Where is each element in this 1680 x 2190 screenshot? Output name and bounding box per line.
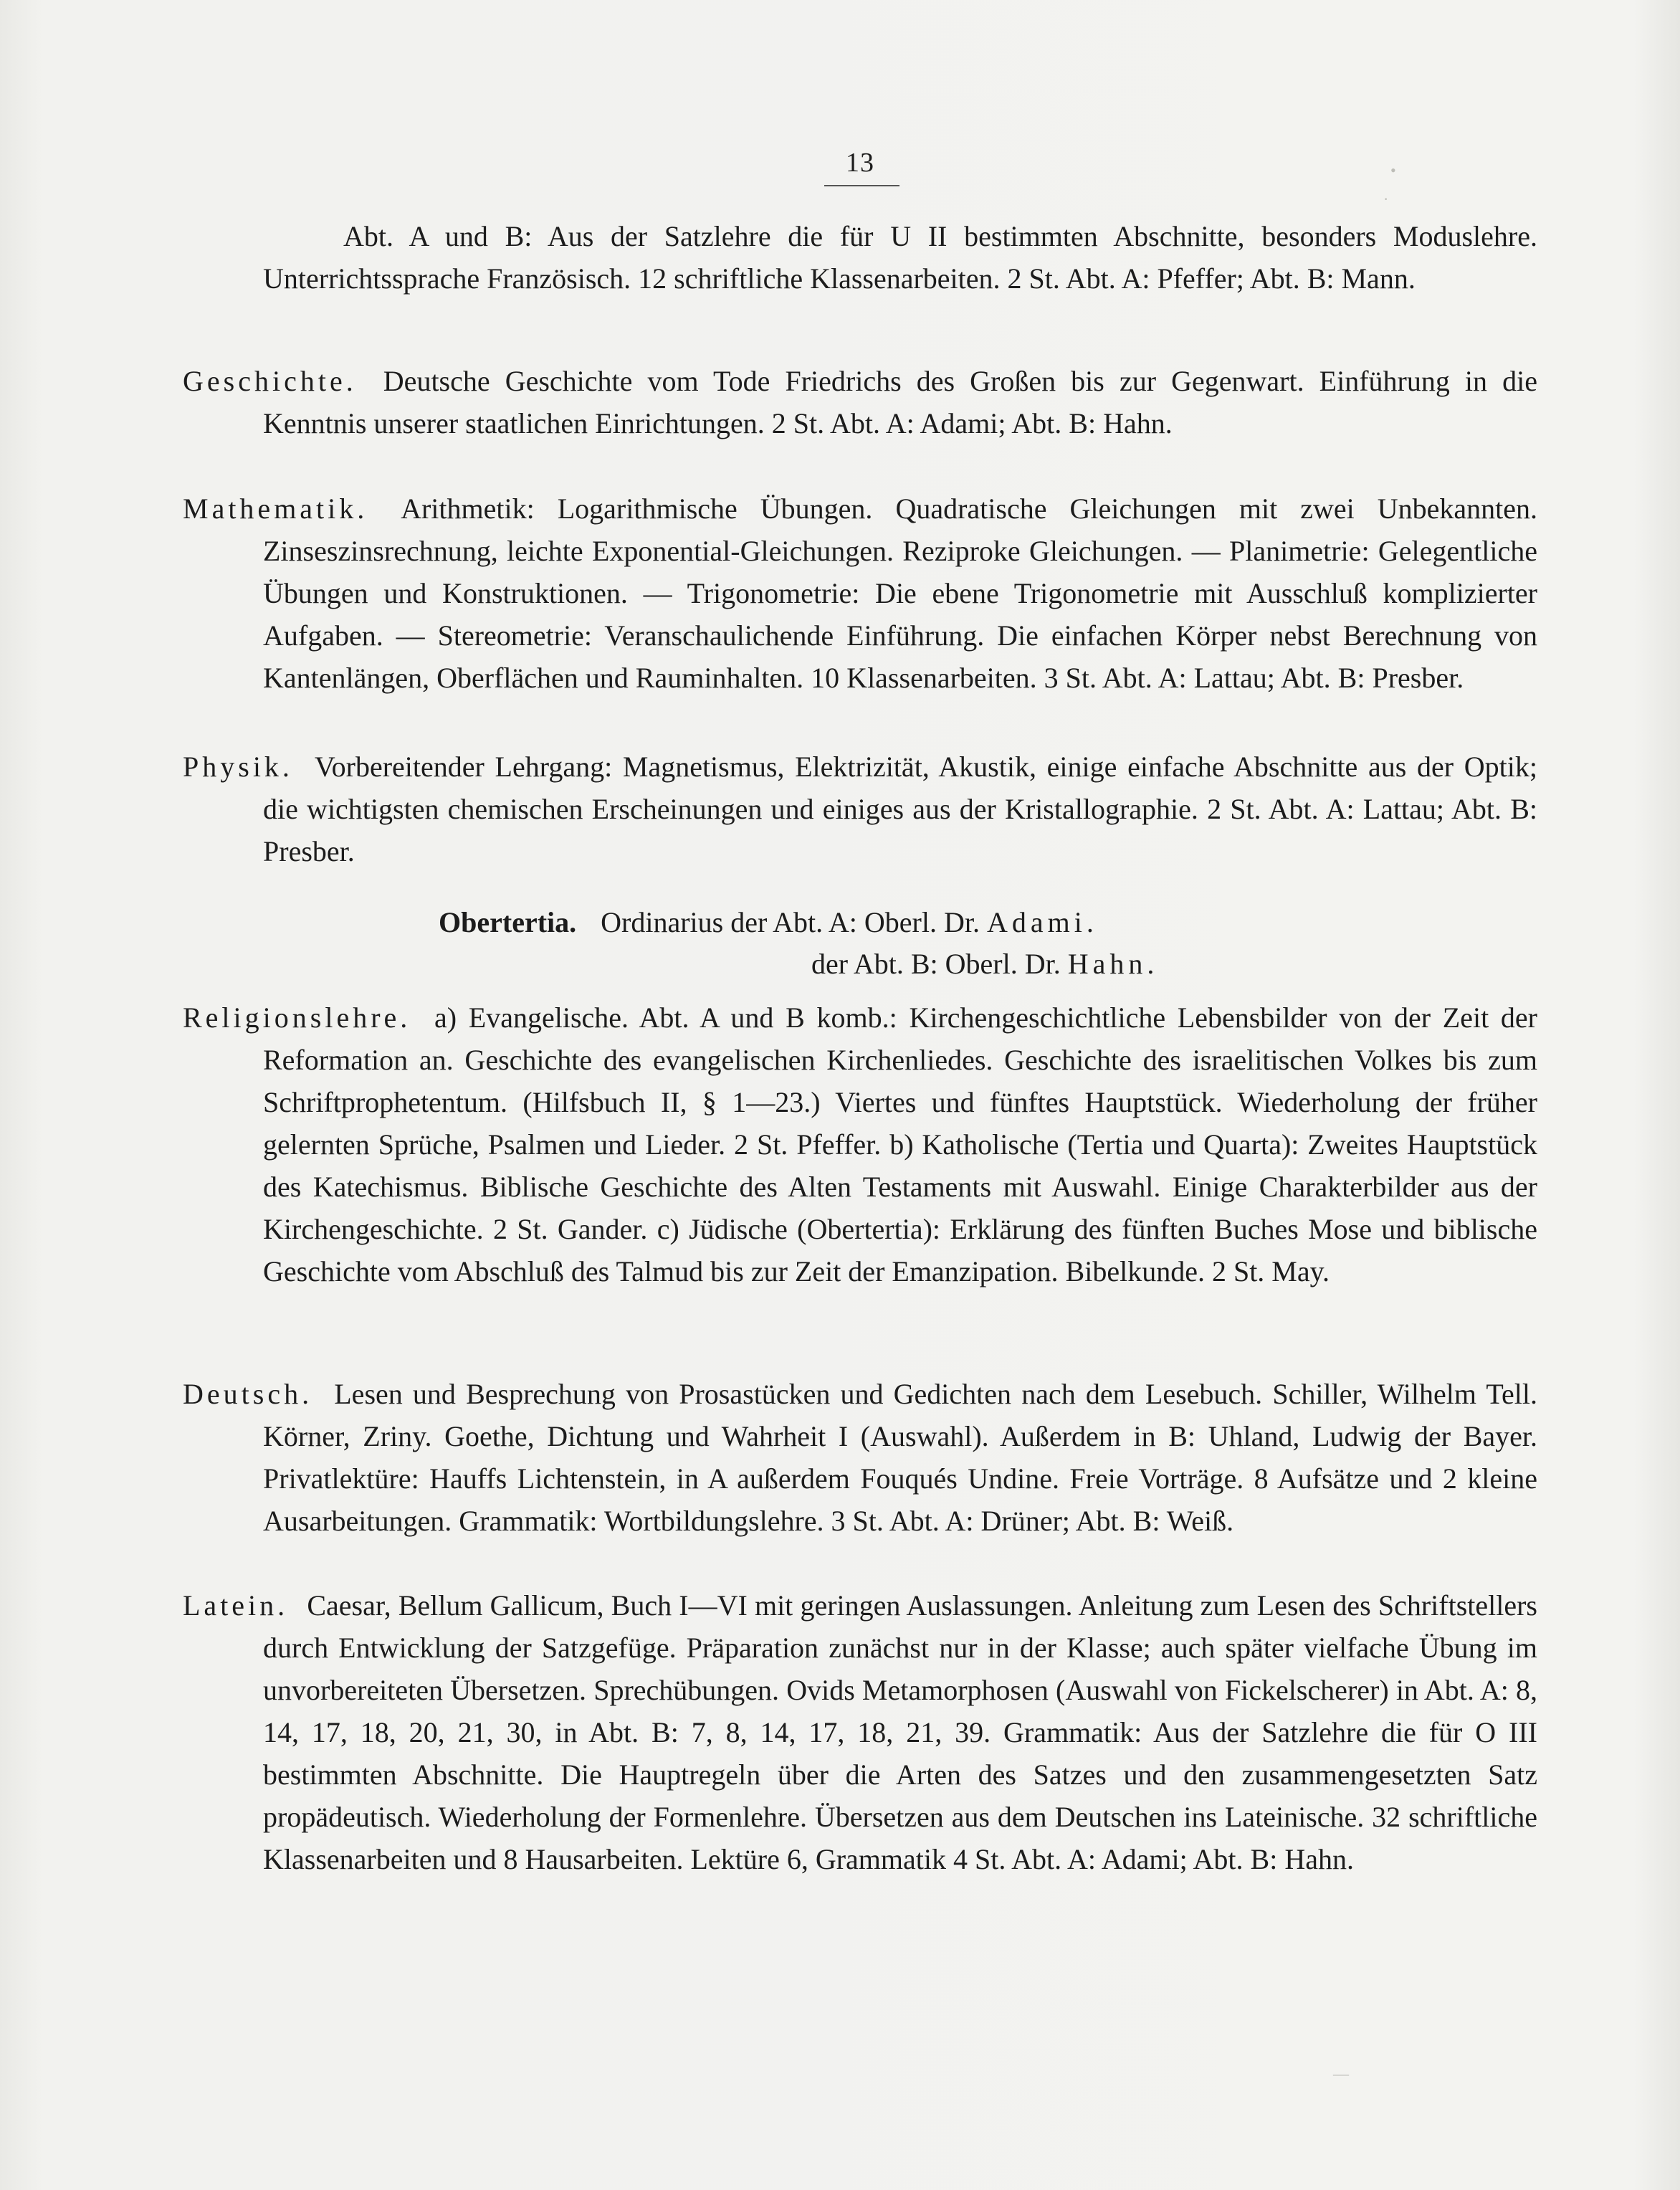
paper-speck: · [1383, 190, 1389, 208]
subject-heading: Mathematik. [183, 492, 368, 525]
paragraph-text: Caesar, Bellum Gallicum, Buch I—VI mit geringen Auslassungen. Anleitung zum Lesen des Schriftstellers durch Entwicklung der Satzgefüge. Präparation zunächst nur in der Klasse; auch später vielfache Übung im unvorbereiteten Übersetzen. Sprechübungen. Ovids Metamorphosen (Auswahl von Fickelscherer) in Abt. A: 8, 14, 17, 18, 20, 21, 30, in Abt. B: 7, 8, 14, 17, 18, 21, 39. Grammatik: Aus der Satzlehre die für O III bestimmten Abschnitte. Die Hauptregeln über die Arten des Satzes und den zusammengesetzten Satz propädeutisch. Wiederholung der Formenlehre. Übersetzen aus dem Deutschen ins Lateinische. 32 schriftliche Klassenarbeiten und 8 Hausarbeiten. Lektüre 6, Grammatik 4 St. Abt. A: Adami; Abt. B: Hahn. [263, 1589, 1538, 1875]
paragraph-abt-ab [183, 215, 1537, 300]
paragraph-text: Vorbereitender Lehrgang: Magnetismus, Elektrizität, Akustik, einige einfache Abschnitte aus der Optik; die wichtigsten chemischen Erscheinungen und einiges aus der Kristallographie. 2 St. Abt. A: Lattau; Abt. B: Presber. [263, 751, 1537, 867]
paragraph-text: Lesen und Besprechung von Prosastücken und Gedichten nach dem Lesebuch. Schiller, Wilhelm Tell. Körner, Zriny. Goethe, Dichtung und Wahrheit I (Auswahl). Außerdem in B: Uhland, Ludwig der Bayer. Privatlektüre: Hauffs Lichtenstein, in A außerdem Fouqués Undine. Freie Vorträge. 8 Aufsätze und 2 kleine Ausarbeitungen. Grammatik: Wortbildungslehre. 3 St. Abt. A: Drüner; Abt. B: Weiß. [263, 1378, 1537, 1537]
subject-heading: Deutsch. [183, 1378, 313, 1410]
page-number: 13 [846, 148, 874, 178]
paragraph-religionslehre [183, 996, 1537, 1292]
paragraph-text: Deutsche Geschichte vom Tode Friedrichs des Großen bis zur Gegenwart. Einführung in die Kenntnis unserer staatlichen Einrichtungen. 2 St. Abt. A: Adami; Abt. B: Hahn. [263, 365, 1538, 439]
paper-speck: • [1390, 161, 1396, 179]
ordinarius-line-1: Ordinarius der Abt. A: Oberl. Dr. Adami. [601, 906, 1098, 938]
paragraph-deutsch [183, 1373, 1537, 1542]
paragraph-text: Abt. A und B: Aus der Satzlehre die für U II bestimmten Abschnitte, besonders Moduslehre. Unterrichtssprache Französisch. 12 schriftliche Klassenarbeiten. 2 St. Abt. A: Pfeffer; Abt. B: Mann. [263, 220, 1537, 295]
subject-heading: Geschichte. [183, 365, 357, 397]
ordinarius-name-b: Hahn. [1067, 948, 1159, 980]
paper-speck: — [1333, 2065, 1349, 2082]
subject-heading: Latein. [183, 1589, 289, 1622]
subject-heading: Physik. [183, 751, 293, 783]
class-heading-obertertia [439, 902, 1158, 985]
ordinarius-name-a: Adami. [986, 906, 1098, 938]
paragraph-text: Arithmetik: Logarithmische Übungen. Quadratische Gleichungen mit zwei Unbekannten. Zinseszinsrechnung, leichte Exponential-Gleichungen. Reziproke Gleichungen. — Planimetrie: Gelegentliche Übungen und Konstruktionen. — Trigonometrie: Die ebene Trigonometrie mit Ausschluß komplizierter Aufgaben. — Stereometrie: Veranschaulichende Einführung. Die einfachen Körper nebst Berechnung von Kantenlängen, Oberflächen und Rauminhalten. 10 Klassenarbeiten. 3 St. Abt. A: Lattau; Abt. B: Presber. [263, 492, 1537, 694]
ordinarius-line-2: der Abt. B: Oberl. Dr. Hahn. [811, 948, 1159, 980]
paragraph-geschichte [183, 360, 1537, 444]
paragraph-text: a) Evangelische. Abt. A und B komb.: Kirchengeschichtliche Lebensbilder von der Zeit der Reformation an. Geschichte des evangelischen Kirchenliedes. Geschichte des israelitischen Volkes bis zum Schriftprophetentum. (Hilfsbuch II, § 1—23.) Viertes und fünftes Hauptstück. Wiederholung der früher gelernten Sprüche, Psalmen und Lieder. 2 St. Pfeffer. b) Katholische (Tertia und Quarta): Zweites Hauptstück des Katechismus. Biblische Geschichte des Alten Testaments mit Auswahl. Einige Charakterbilder aus der Kirchengeschichte. 2 St. Gander. c) Jüdische (Obertertia): Erklärung des fünften Buches Mose und biblische Geschichte vom Abschluß des Talmud bis zur Zeit der Emanzipation. Bibelkunde. 2 St. May. [263, 1001, 1538, 1287]
page-number-rule [824, 185, 899, 186]
class-title: Obertertia. [439, 906, 577, 938]
paragraph-mathematik [183, 487, 1537, 699]
paragraph-latein [183, 1584, 1537, 1880]
subject-heading: Religionslehre. [183, 1001, 411, 1034]
paragraph-physik [183, 746, 1537, 872]
